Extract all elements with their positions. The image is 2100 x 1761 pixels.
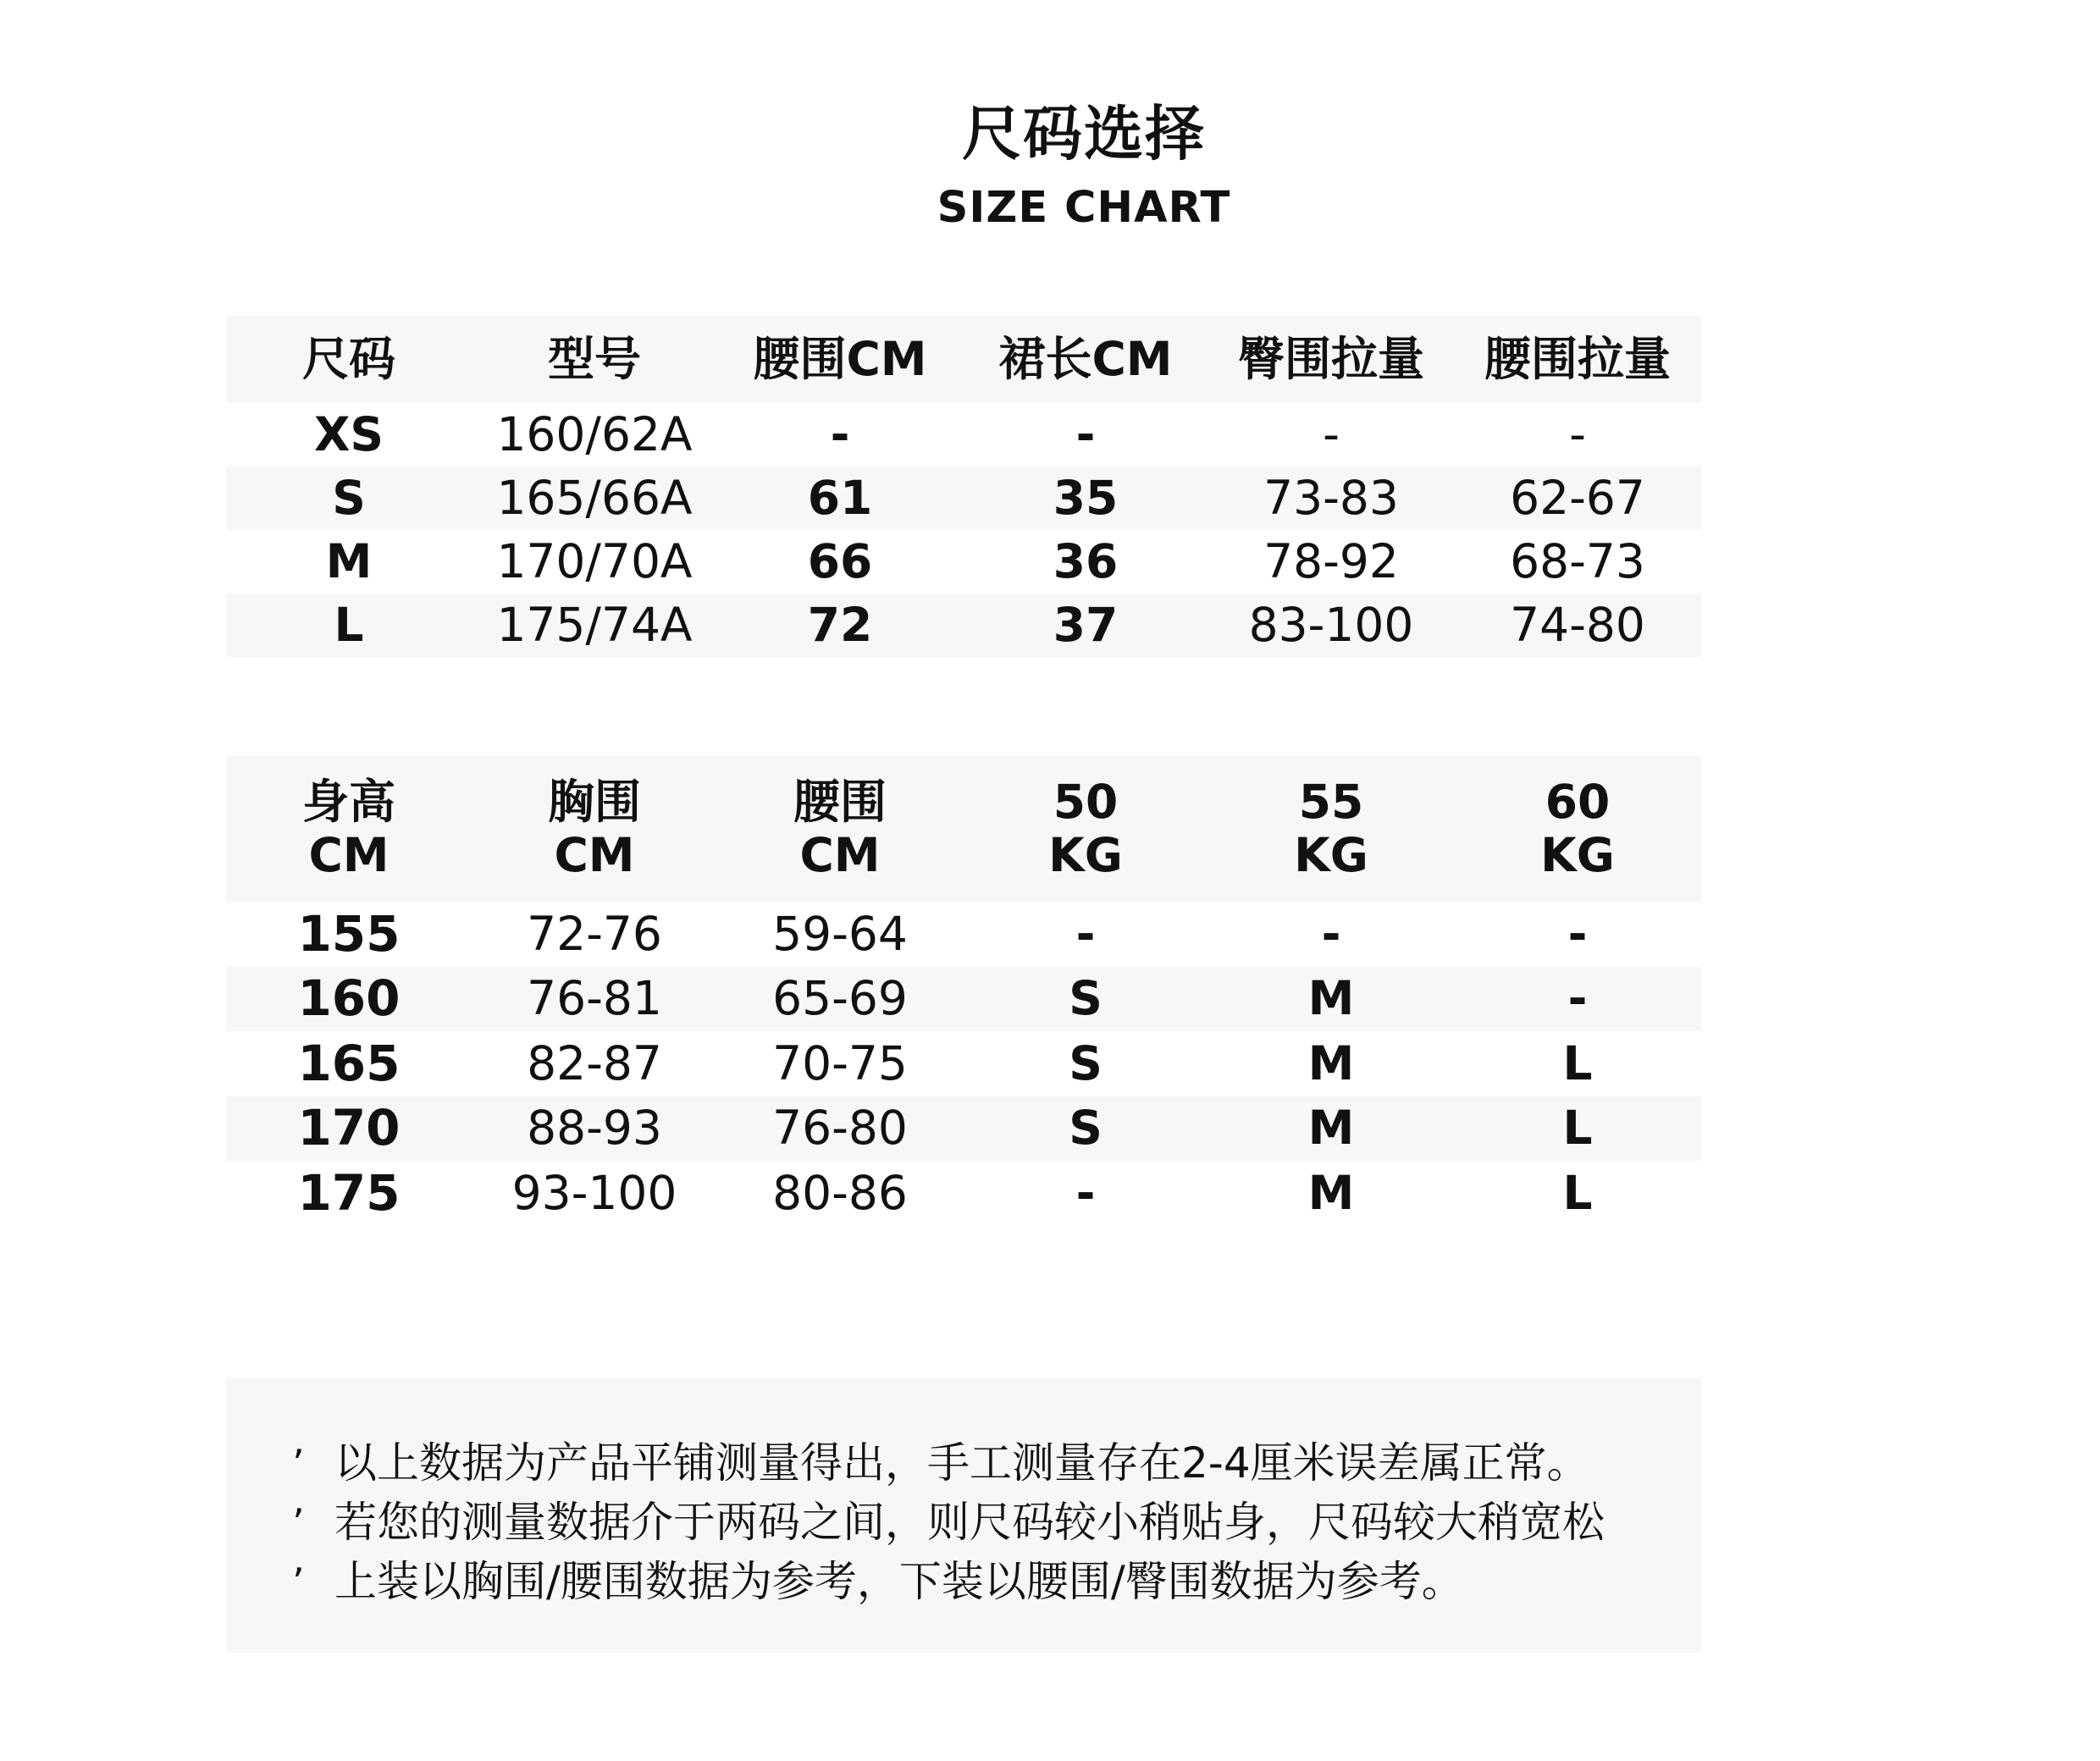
- table-cell: M: [1307, 1035, 1355, 1090]
- header-line: 60: [1545, 774, 1611, 829]
- table-cell: -: [830, 406, 850, 461]
- header-cell: [1454, 756, 1701, 902]
- table-cell: M: [1307, 1165, 1355, 1220]
- table-cell: XS: [313, 406, 384, 461]
- table-cell: 74-80: [1510, 597, 1645, 652]
- table-cell: 76-80: [772, 1101, 908, 1156]
- table-cell: 59-64: [772, 906, 908, 961]
- header-unit: KG: [1294, 828, 1368, 882]
- header-line: 50: [1053, 774, 1119, 829]
- table-row: [226, 466, 1701, 530]
- table-cell: 83-100: [1248, 597, 1414, 652]
- table-cell: 72-76: [527, 906, 662, 961]
- header-cell: 型号: [547, 331, 641, 386]
- table-cell: 160/62A: [496, 406, 693, 461]
- note-text: 上装以胸围/腰围数据为参考，下装以腰围/臀围数据为参考。: [334, 1557, 1464, 1606]
- table-cell: 66: [807, 533, 873, 588]
- table-cell: L: [1562, 1035, 1593, 1090]
- header-cell: 裙长CM: [998, 331, 1173, 386]
- header-cell: 腰围CM: [753, 331, 927, 386]
- header-unit: KG: [1048, 828, 1123, 882]
- table-row: [226, 593, 1701, 657]
- table-cell: M: [1307, 971, 1355, 1026]
- size-table-header-row: [226, 316, 1701, 403]
- table-row: [226, 403, 1701, 466]
- table-row: [226, 1096, 1701, 1162]
- table-cell: 175: [297, 1163, 401, 1222]
- table-cell: 160: [297, 969, 401, 1028]
- header-line: 胸围: [547, 774, 641, 829]
- table-cell: 68-73: [1510, 533, 1645, 588]
- note-bullet: ’: [292, 1500, 305, 1546]
- table-cell: 170: [297, 1099, 401, 1157]
- table-cell: -: [1075, 906, 1096, 961]
- table-cell: 61: [807, 470, 873, 525]
- table-cell: 62-67: [1510, 470, 1645, 525]
- table-row: [226, 902, 1701, 967]
- fit-table: [226, 756, 1701, 1226]
- header-cell: [472, 756, 717, 902]
- table-cell: 82-87: [527, 1035, 662, 1090]
- table-cell: 78-92: [1263, 533, 1399, 588]
- note-line: [292, 1429, 1589, 1490]
- table-cell: S: [1069, 1035, 1102, 1090]
- table-cell: 165: [297, 1034, 401, 1092]
- table-cell: 35: [1053, 470, 1119, 525]
- header-cell: 臀围拉量: [1237, 331, 1424, 386]
- table-cell: -: [1323, 406, 1340, 461]
- table-cell: -: [1075, 406, 1096, 461]
- table-cell: -: [1567, 906, 1588, 961]
- table-cell: M: [1307, 1101, 1355, 1156]
- page-title: 尺码选择: [962, 99, 1206, 168]
- table-cell: -: [1569, 406, 1586, 461]
- table-cell: -: [1075, 1165, 1096, 1220]
- size-table: [226, 316, 1701, 657]
- notes-box: [226, 1378, 1701, 1653]
- note-bullet: ’: [292, 1560, 305, 1605]
- header-cell: [1208, 756, 1454, 902]
- table-cell: 70-75: [772, 1035, 908, 1090]
- note-line: [292, 1488, 1605, 1549]
- table-cell: S: [332, 470, 366, 525]
- table-cell: S: [1069, 1101, 1102, 1156]
- page-subtitle: SIZE CHART: [937, 183, 1231, 233]
- table-row: [226, 1031, 1701, 1096]
- table-cell: 93-100: [511, 1165, 677, 1220]
- table-cell: 36: [1053, 533, 1119, 588]
- fit-table-header-row: [226, 756, 1701, 902]
- table-cell: 88-93: [527, 1101, 662, 1156]
- note-line: [292, 1548, 1464, 1609]
- table-cell: 72: [807, 597, 873, 652]
- note-text: 以上数据为产品平铺测量得出，手工测量存在2-4厘米误差属正常。: [334, 1438, 1589, 1488]
- header-cell: [226, 756, 472, 902]
- table-cell: -: [1567, 971, 1588, 1026]
- table-cell: 175/74A: [496, 597, 693, 652]
- header-line: 55: [1298, 774, 1364, 829]
- table-row: [226, 967, 1701, 1032]
- table-cell: 170/70A: [496, 533, 693, 588]
- header-unit: CM: [308, 828, 390, 882]
- note-bullet: ’: [292, 1441, 305, 1487]
- table-cell: S: [1069, 971, 1102, 1026]
- header-cell: 尺码: [301, 331, 395, 386]
- table-cell: 37: [1053, 597, 1119, 652]
- table-row: [226, 530, 1701, 593]
- table-row: [226, 1161, 1701, 1226]
- header-cell: 腰围拉量: [1484, 331, 1671, 386]
- header-unit: KG: [1540, 828, 1615, 882]
- header-cell: [717, 756, 963, 902]
- header-line: 身高: [301, 774, 395, 829]
- header-unit: CM: [799, 828, 881, 882]
- table-cell: -: [1321, 906, 1341, 961]
- table-cell: 76-81: [527, 971, 662, 1026]
- table-cell: M: [325, 533, 373, 588]
- table-cell: L: [334, 597, 364, 652]
- table-cell: 73-83: [1263, 470, 1399, 525]
- table-cell: 65-69: [772, 971, 908, 1026]
- header-cell: [963, 756, 1208, 902]
- table-cell: 80-86: [772, 1165, 908, 1220]
- table-cell: L: [1562, 1101, 1593, 1156]
- header-line: 腰围: [793, 774, 887, 829]
- note-text: 若您的测量数据介于两码之间，则尺码较小稍贴身，尺码较大稍宽松: [334, 1498, 1605, 1547]
- header-unit: CM: [554, 828, 635, 882]
- table-cell: L: [1562, 1165, 1593, 1220]
- table-cell: 155: [297, 904, 401, 963]
- table-cell: 165/66A: [496, 470, 693, 525]
